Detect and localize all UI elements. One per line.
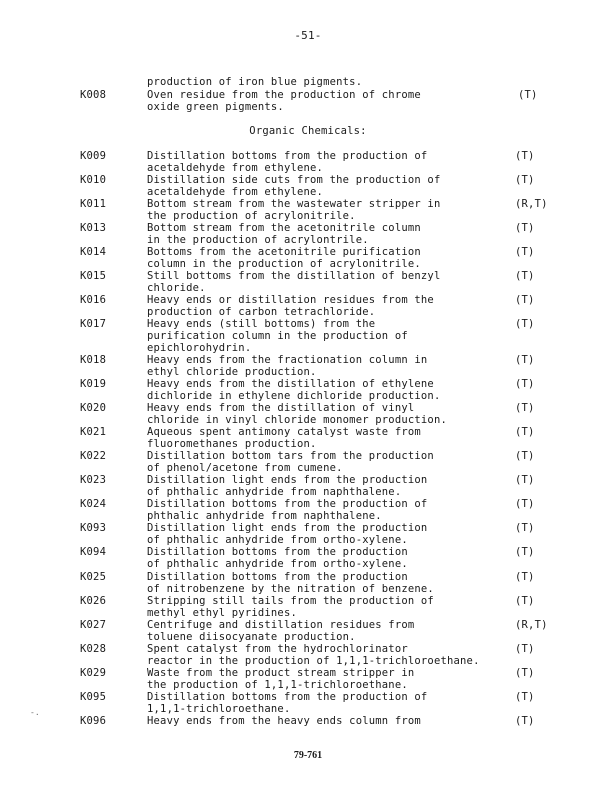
- waste-description: Waste from the product stream stripper in the production of 1,1,1-trichloroethane.: [147, 667, 415, 691]
- hazard-class: (T): [515, 318, 535, 330]
- waste-description: Heavy ends (still bottoms) from the purification column in the production of epichlorohydrin.: [147, 318, 408, 354]
- waste-description: Bottoms from the acetonitrile purification column in the production of acrylonitrile.: [147, 246, 421, 270]
- waste-code: K029: [80, 667, 107, 679]
- hazard-class: (T): [515, 222, 535, 234]
- waste-description: Bottom stream from the acetonitrile column in the production of acrylontrile.: [147, 222, 421, 246]
- hazard-class: (T): [515, 691, 535, 703]
- waste-code: K027: [80, 619, 107, 631]
- hazard-class: (T): [515, 378, 535, 390]
- waste-code: K016: [80, 294, 107, 306]
- hazard-class: (T): [515, 294, 535, 306]
- waste-code: K019: [80, 378, 107, 390]
- waste-code: K096: [80, 715, 107, 727]
- hazard-class: (R,T): [515, 198, 548, 210]
- hazard-class: (T): [515, 571, 535, 583]
- hazard-class: (T): [515, 426, 535, 438]
- waste-code: K025: [80, 571, 107, 583]
- waste-description: Centrifuge and distillation residues from toluene diisocyanate production.: [147, 619, 415, 643]
- margin-mark: -.: [30, 708, 40, 717]
- hazard-class: (T): [515, 498, 535, 510]
- waste-code: K013: [80, 222, 107, 234]
- hazard-class: (T): [515, 354, 535, 366]
- hazard-class: (T): [515, 402, 535, 414]
- waste-description: Aqueous spent antimony catalyst waste from fluoromethanes production.: [147, 426, 421, 450]
- hazard-class: (T): [515, 595, 535, 607]
- waste-description: Distillation bottoms from the production of acetaldehyde from ethylene.: [147, 150, 428, 174]
- waste-description: Distillation bottoms from the production of phthalic anhydride from ortho-xylene.: [147, 546, 408, 570]
- continuation-text: production of iron blue pigments.: [147, 76, 363, 88]
- waste-description: Stripping still tails from the production of methyl ethyl pyridines.: [147, 595, 434, 619]
- waste-description: Distillation bottoms from the production of phthalic anhydride from naphthalene.: [147, 498, 428, 522]
- waste-description: Oven residue from the production of chrome oxide green pigments.: [147, 89, 421, 113]
- hazard-class: (T): [515, 546, 535, 558]
- waste-code: K094: [80, 546, 107, 558]
- hazard-class: (T): [515, 522, 535, 534]
- waste-description: Distillation side cuts from the production of acetaldehyde from ethylene.: [147, 174, 441, 198]
- waste-code: K009: [80, 150, 107, 162]
- hazard-class: (T): [515, 174, 535, 186]
- waste-description: Bottom stream from the wastewater stripper in the production of acrylonitrile.: [147, 198, 441, 222]
- hazard-class: (T): [515, 270, 535, 282]
- waste-code: K011: [80, 198, 107, 210]
- hazard-class: (T): [515, 667, 535, 679]
- waste-description: Heavy ends from the fractionation column in ethyl chloride production.: [147, 354, 428, 378]
- waste-description: Still bottoms from the distillation of benzyl chloride.: [147, 270, 441, 294]
- waste-description: Heavy ends or distillation residues from the production of carbon tetrachloride.: [147, 294, 434, 318]
- waste-description: Heavy ends from the distillation of vinyl chloride in vinyl chloride monomer production.: [147, 402, 447, 426]
- hazard-class: (T): [518, 89, 538, 101]
- waste-code: K014: [80, 246, 107, 258]
- waste-code: K095: [80, 691, 107, 703]
- waste-code: K024: [80, 498, 107, 510]
- waste-description: Distillation bottom tars from the production of phenol/acetone from cumene.: [147, 450, 434, 474]
- waste-description: Distillation bottoms from the production of nitrobenzene by the nitration of benzene.: [147, 571, 434, 595]
- waste-code: K023: [80, 474, 107, 486]
- waste-code: K093: [80, 522, 107, 534]
- waste-description: Heavy ends from the distillation of ethylene dichloride in ethylene dichloride production.: [147, 378, 441, 402]
- hazard-class: (T): [515, 643, 535, 655]
- waste-description: Distillation light ends from the production of phthalic anhydride from naphthalene.: [147, 474, 428, 498]
- page-number: -51-: [294, 29, 322, 42]
- waste-code: K026: [80, 595, 107, 607]
- waste-description: Distillation light ends from the production of phthalic anhydride from ortho-xylene.: [147, 522, 428, 546]
- footer-number: 79-761: [293, 750, 323, 761]
- waste-code: K021: [80, 426, 107, 438]
- hazard-class: (T): [515, 246, 535, 258]
- hazard-class: (T): [515, 474, 535, 486]
- waste-code: K020: [80, 402, 107, 414]
- waste-description: Heavy ends from the heavy ends column from: [147, 715, 421, 727]
- waste-description: Spent catalyst from the hydrochlorinator reactor in the production of 1,1,1-trichloroethane.: [147, 643, 480, 667]
- waste-description: Distillation bottoms from the production of 1,1,1-trichloroethane.: [147, 691, 428, 715]
- hazard-class: (T): [515, 715, 535, 727]
- waste-code: K015: [80, 270, 107, 282]
- hazard-class: (R,T): [515, 619, 548, 631]
- waste-code: K022: [80, 450, 107, 462]
- hazard-class: (T): [515, 450, 535, 462]
- waste-code: K010: [80, 174, 107, 186]
- waste-code: K008: [80, 89, 107, 101]
- waste-code: K018: [80, 354, 107, 366]
- waste-code: K028: [80, 643, 107, 655]
- waste-code: K017: [80, 318, 107, 330]
- hazard-class: (T): [515, 150, 535, 162]
- section-heading: Organic Chemicals:: [249, 125, 367, 137]
